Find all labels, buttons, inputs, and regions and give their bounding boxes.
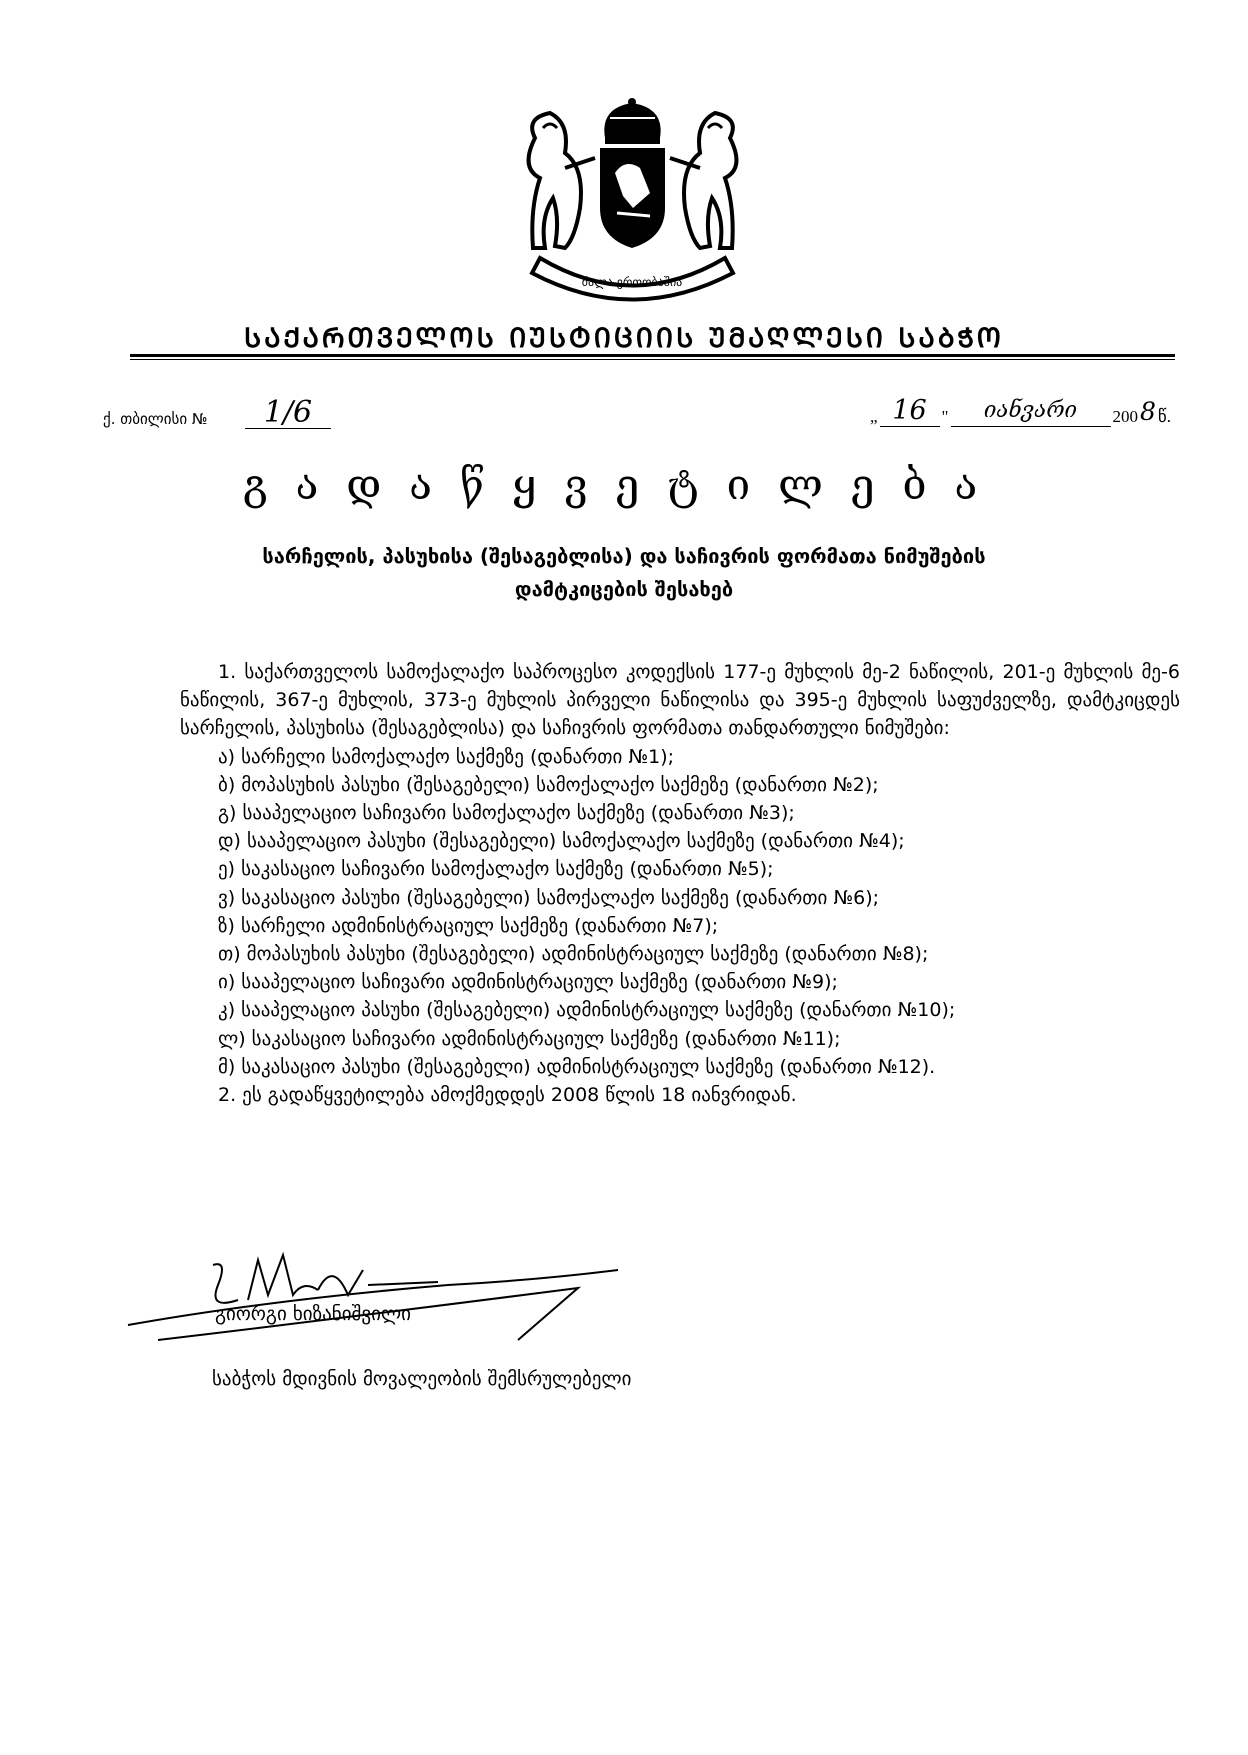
date-open-quote: „ [870,407,878,426]
date-separator: " [941,407,949,426]
date-year-digit: 8 [1140,397,1156,426]
list-item: ბ) მოპასუხის პასუხი (შესაგებელი) სამოქალაქო საქმეზე (დანართი №2); [218,773,879,796]
date-year-suffix: წ. [1157,407,1171,426]
subtitle-line-2: დამტკიცების შესახებ [514,577,734,601]
signatory-name: გიორგი ხიზანიშვილი [215,1303,411,1325]
list-item: კ) სააპელაციო პასუხი (შესაგებელი) ადმინისტრაციულ საქმეზე (დანართი №10); [218,999,956,1022]
city-number-label: ქ. თბილისი № [103,410,208,428]
list-item: მ) საკასაციო პასუხი (შესაგებელი) ადმინისტრაციულ საქმეზე (დანართი №12). [218,1055,936,1078]
date-month: იანვარი [951,396,1111,427]
organization-name: ᲡᲐᲥᲐᲠᲗᲕᲔᲚᲝᲡ ᲘᲣᲡᲢᲘᲪᲘᲘᲡ ᲣᲛᲐᲦᲚᲔᲡᲘ ᲡᲐᲑᲭᲝ [244,323,1004,354]
paragraph-2: 2. ეს გადაწყვეტილება ამოქმედდეს 2008 წლის 18 იანვრიდან. [218,1084,797,1107]
seal-motto: ძალა ერთობაშია [581,275,683,289]
document-subtitle [180,540,1068,606]
subtitle-line-1: სარჩელის, პასუხისა (შესაგებლისა) და საჩივრის ფორმათა ნიმუშების [262,544,986,568]
date-day: 16 [880,396,940,427]
paragraph-1: 1. საქართველოს სამოქალაქო საპროცესო კოდექსის 177-ე მუხლის მე-2 ნაწილის, 201-ე მუხლის მე-6 ნაწილის, 367-ე მუხლის, 373-ე მუხლის პირველი ნაწილისა და 395-ე მუხლის საფუძველზე, დამტკიცდეს სარჩელის, პასუხისა (შესაგებლისა) და საჩივრის ფორმათა თანდართული ნიმუშები: [180,661,1180,740]
list-item: დ) სააპელაციო პასუხი (შესაგებელი) სამოქალაქო საქმეზე (დანართი №4); [218,830,905,853]
list-item: ა) სარჩელი სამოქალაქო საქმეზე (დანართი №1); [218,745,675,768]
list-item: ე) საკასაციო საჩივარი სამოქალაქო საქმეზე (დანართი №5); [218,858,774,881]
document-number: 1/6 [245,398,331,429]
list-item: ზ) სარჩელი ადმინისტრაციულ საქმეზე (დანართი №7); [218,914,719,937]
list-item: გ) სააპელაციო საჩივარი სამოქალაქო საქმეზე (დანართი №3); [218,802,795,825]
header-rule [130,354,1175,357]
document-date [870,396,1171,427]
lion-right-icon [670,113,736,248]
list-item: ლ) საკასაციო საჩივარი ადმინისტრაციულ საქმეზე (დანართი №11); [218,1027,841,1050]
document-body [180,658,1180,1109]
date-year-prefix: 200 [1112,407,1138,426]
handwritten-signature [118,1240,638,1360]
shield-icon [600,148,665,248]
lion-left-icon [529,113,595,248]
header-rule-thin [130,359,1175,360]
crown-icon [604,98,660,144]
signatory-title: საბჭოს მდივნის მოვალეობის შემსრულებელი [212,1368,632,1390]
list-item: ი) სააპელაციო საჩივარი ადმინისტრაციულ საქმეზე (დანართი №9); [218,971,838,994]
list-item: ვ) საკასაციო პასუხი (შესაგებელი) სამოქალაქო საქმეზე (დანართი №6); [218,886,880,909]
coat-of-arms-seal [505,98,760,308]
document-heading: გადაწყვეტილება [242,460,1006,509]
list-item: თ) მოპასუხის პასუხი (შესაგებელი) ადმინისტრაციულ საქმეზე (დანართი №8); [218,943,929,966]
